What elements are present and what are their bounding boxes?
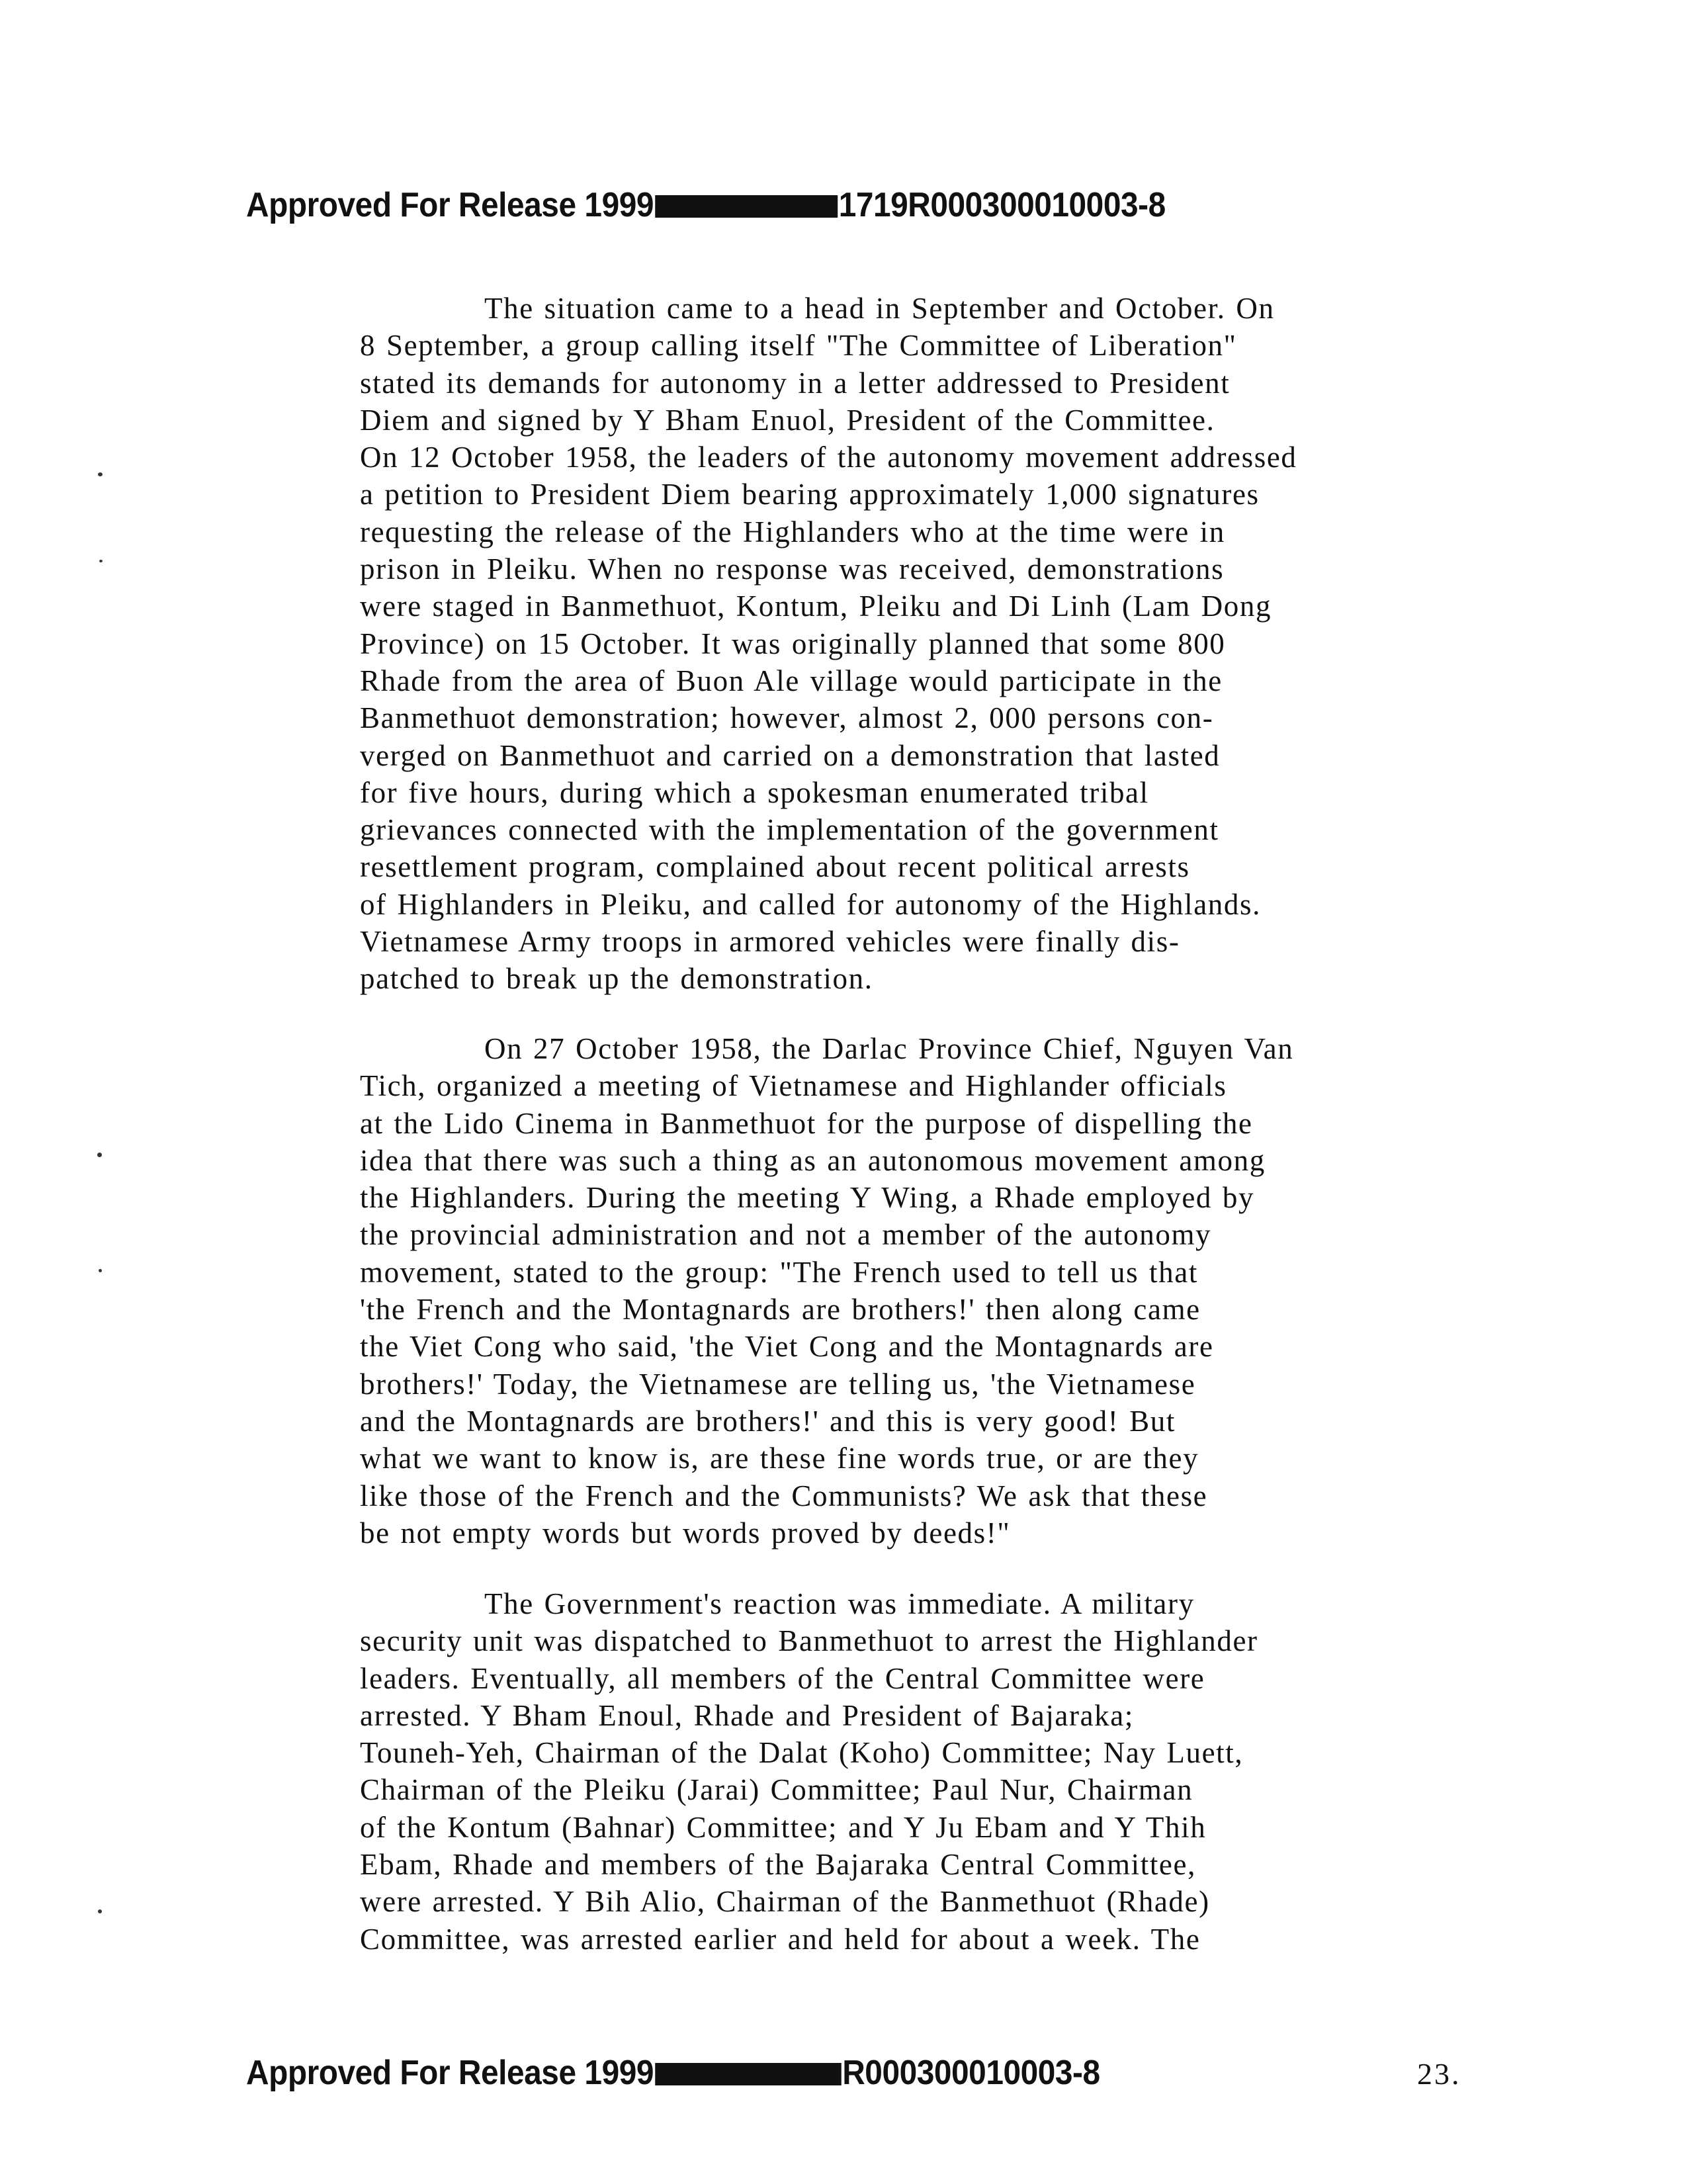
text-line: leaders. Eventually, all members of the Central Committee were	[360, 1661, 1205, 1695]
text-line: stated its demands for autonomy in a letter addressed to President	[360, 366, 1231, 400]
footer-release-stamp	[246, 2053, 1100, 2093]
paragraph-2	[360, 1030, 1537, 1551]
text-line: the Highlanders. During the meeting Y Wing, a Rhade employed by	[360, 1181, 1255, 1215]
footer-stamp-suffix: R000300010003-8	[842, 2054, 1100, 2092]
page-number: 23.	[1417, 2057, 1461, 2091]
text-line: Banmethuot demonstration; however, almost 2, 000 persons con-	[360, 701, 1214, 735]
header-stamp-suffix: 1719R000300010003-8	[838, 186, 1166, 224]
text-line: security unit was dispatched to Banmethuot to arrest the Highlander	[360, 1624, 1258, 1658]
footer-redaction-mark	[655, 2063, 842, 2085]
text-line: Diem and signed by Y Bham Enuol, President of the Committee.	[360, 403, 1215, 437]
text-line: 'the French and the Montagnards are brothers!' then along came	[360, 1293, 1201, 1327]
text-line: Ebam, Rhade and members of the Bajaraka Central Committee,	[360, 1848, 1196, 1882]
text-line: The situation came to a head in September and October. On	[484, 292, 1275, 325]
text-line: be not empty words but words proved by deeds!"	[360, 1516, 1011, 1550]
text-line: resettlement program, complained about recent political arrests	[360, 850, 1190, 884]
text-line: a petition to President Diem bearing approximately 1,000 signatures	[360, 478, 1260, 511]
text-line: Committee, was arrested earlier and held for about a week. The	[360, 1922, 1201, 1956]
text-line: On 12 October 1958, the leaders of the autonomy movement addressed	[360, 441, 1297, 474]
text-line: of the Kontum (Bahnar) Committee; and Y Ju Ebam and Y Thih	[360, 1810, 1207, 1844]
text-line: Chairman of the Pleiku (Jarai) Committee; Paul Nur, Chairman	[360, 1773, 1193, 1807]
text-line: the provincial administration and not a member of the autonomy	[360, 1218, 1212, 1252]
text-line: and the Montagnards are brothers!' and this is very good! But	[360, 1404, 1176, 1438]
text-line: Touneh-Yeh, Chairman of the Dalat (Koho) Committee; Nay Luett,	[360, 1736, 1244, 1770]
footer-stamp-prefix: Approved For Release 1999	[246, 2054, 654, 2092]
text-line: requesting the release of the Highlanders who at the time were in	[360, 515, 1225, 548]
text-line: were staged in Banmethuot, Kontum, Pleiku and Di Linh (Lam Dong	[360, 590, 1272, 623]
text-line: like those of the French and the Communists? We ask that these	[360, 1479, 1208, 1512]
scan-speck	[99, 560, 103, 562]
paragraph-1	[360, 290, 1537, 998]
text-line: prison in Pleiku. When no response was received, demonstrations	[360, 552, 1225, 586]
text-line: were arrested. Y Bih Alio, Chairman of the Banmethuot (Rhade)	[360, 1885, 1210, 1919]
scan-speck	[98, 1909, 102, 1913]
text-line: arrested. Y Bham Enoul, Rhade and President of Bajaraka;	[360, 1698, 1134, 1732]
text-line: verged on Banmethuot and carried on a demonstration that lasted	[360, 738, 1221, 772]
text-line: Province) on 15 October. It was originally planned that some 800	[360, 627, 1226, 660]
text-line: Rhade from the area of Buon Ale village would participate in the	[360, 664, 1223, 697]
scan-speck	[98, 472, 103, 476]
text-line: for five hours, during which a spokesman enumerated tribal	[360, 775, 1149, 809]
text-line: 8 September, a group calling itself "The Committee of Liberation"	[360, 329, 1237, 363]
header-redaction-mark	[655, 195, 838, 218]
text-line: what we want to know is, are these fine words true, or are they	[360, 1442, 1199, 1475]
text-line: On 27 October 1958, the Darlac Province Chief, Nguyen Van	[484, 1032, 1294, 1065]
scan-speck	[97, 1153, 102, 1157]
scan-speck	[99, 1269, 102, 1272]
text-line: idea that there was such a thing as an autonomous movement among	[360, 1143, 1266, 1177]
header-release-stamp	[246, 185, 1166, 225]
text-line: grievances connected with the implementation of the government	[360, 813, 1219, 847]
text-line: The Government's reaction was immediate. A military	[484, 1587, 1195, 1620]
paragraph-3	[360, 1585, 1537, 1958]
text-line: the Viet Cong who said, 'the Viet Cong and the Montagnards are	[360, 1330, 1214, 1364]
text-line: Tich, organized a meeting of Vietnamese and Highlander officials	[360, 1069, 1227, 1103]
text-line: of Highlanders in Pleiku, and called for autonomy of the Highlands.	[360, 887, 1261, 921]
text-line: at the Lido Cinema in Banmethuot for the purpose of dispelling the	[360, 1106, 1253, 1140]
header-stamp-prefix: Approved For Release 1999	[246, 186, 654, 224]
text-line: movement, stated to the group: "The French used to tell us that	[360, 1255, 1198, 1289]
text-line: Vietnamese Army troops in armored vehicles were finally dis-	[360, 925, 1180, 959]
text-line: patched to break up the demonstration.	[360, 962, 873, 996]
text-line: brothers!' Today, the Vietnamese are telling us, 'the Vietnamese	[360, 1367, 1196, 1401]
